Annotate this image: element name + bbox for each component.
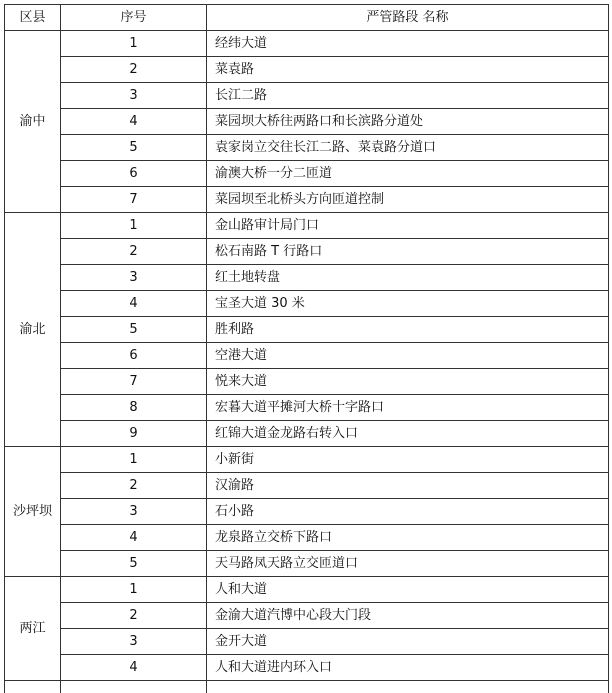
road-name-cell: 空港大道 [207, 343, 609, 369]
seq-cell: 4 [61, 655, 207, 681]
seq-cell: 8 [61, 395, 207, 421]
road-name-cell: 菜园坝大桥往两路口和长滨路分道处 [207, 109, 609, 135]
seq-cell: 4 [61, 109, 207, 135]
road-name-cell: 金渝大道汽博中心段大门段 [207, 603, 609, 629]
road-name-cell: 石小路 [207, 499, 609, 525]
seq-cell: 3 [61, 629, 207, 655]
road-name-cell: 小新街 [207, 447, 609, 473]
header-name: 严管路段 名称 [207, 5, 609, 31]
seq-cell: 1 [61, 447, 207, 473]
seq-cell: 3 [61, 83, 207, 109]
road-name-cell: 龙泉路立交桥下路口 [207, 525, 609, 551]
road-name-cell: 人和大道进内环入口 [207, 655, 609, 681]
table-row [5, 551, 609, 577]
empty-cell [61, 681, 207, 693]
road-name-cell: 经纬大道 [207, 31, 609, 57]
road-name-cell: 宝圣大道 30 米 [207, 291, 609, 317]
table-row [5, 421, 609, 447]
road-name-cell: 天马路凤天路立交匝道口 [207, 551, 609, 577]
road-name-cell: 红土地转盘 [207, 265, 609, 291]
table-row [5, 265, 609, 291]
seq-cell: 2 [61, 473, 207, 499]
table-row [5, 161, 609, 187]
table-row [5, 525, 609, 551]
district-cell: 沙坪坝 [5, 447, 61, 577]
table-row [5, 291, 609, 317]
table-row [5, 473, 609, 499]
seq-cell: 5 [61, 317, 207, 343]
table-row [5, 629, 609, 655]
table-row [5, 499, 609, 525]
table-row [5, 83, 609, 109]
district-cell: 渝中 [5, 31, 61, 213]
road-control-table [4, 4, 609, 693]
road-name-cell: 红锦大道金龙路右转入口 [207, 421, 609, 447]
table-row [5, 135, 609, 161]
road-name-cell: 长江二路 [207, 83, 609, 109]
seq-cell: 3 [61, 265, 207, 291]
road-name-cell: 汉渝路 [207, 473, 609, 499]
table-row [5, 369, 609, 395]
road-name-cell: 菜园坝至北桥头方向匝道控制 [207, 187, 609, 213]
table-row [5, 213, 609, 239]
seq-cell: 1 [61, 31, 207, 57]
seq-cell: 1 [61, 213, 207, 239]
road-name-cell: 人和大道 [207, 577, 609, 603]
seq-cell: 6 [61, 343, 207, 369]
seq-cell: 7 [61, 369, 207, 395]
empty-cell [207, 681, 609, 693]
empty-cell [5, 681, 61, 693]
seq-cell: 2 [61, 239, 207, 265]
seq-cell: 4 [61, 525, 207, 551]
district-cell: 渝北 [5, 213, 61, 447]
road-name-cell: 松石南路 T 行路口 [207, 239, 609, 265]
road-name-cell: 悦来大道 [207, 369, 609, 395]
header-seq: 序号 [61, 5, 207, 31]
road-name-cell: 渝澳大桥一分二匝道 [207, 161, 609, 187]
seq-cell: 6 [61, 161, 207, 187]
seq-cell: 5 [61, 551, 207, 577]
table-row [5, 603, 609, 629]
table-body [5, 31, 609, 693]
table-row [5, 187, 609, 213]
table-row [5, 109, 609, 135]
seq-cell: 9 [61, 421, 207, 447]
seq-cell: 2 [61, 603, 207, 629]
seq-cell: 1 [61, 577, 207, 603]
table-row [5, 239, 609, 265]
table-row [5, 395, 609, 421]
seq-cell: 5 [61, 135, 207, 161]
table-row [5, 31, 609, 57]
road-name-cell: 宏暮大道平摊河大桥十字路口 [207, 395, 609, 421]
table-row [5, 317, 609, 343]
header-row [5, 5, 609, 31]
road-name-cell: 袁家岗立交往长江二路、菜袁路分道口 [207, 135, 609, 161]
road-name-cell: 菜袁路 [207, 57, 609, 83]
seq-cell: 3 [61, 499, 207, 525]
seq-cell: 2 [61, 57, 207, 83]
table-row [5, 447, 609, 473]
table-row [5, 343, 609, 369]
seq-cell: 4 [61, 291, 207, 317]
road-name-cell: 金开大道 [207, 629, 609, 655]
table-row [5, 577, 609, 603]
table-row [5, 57, 609, 83]
district-cell: 两江 [5, 577, 61, 681]
table-row-cut [5, 681, 609, 693]
seq-cell: 7 [61, 187, 207, 213]
road-name-cell: 胜利路 [207, 317, 609, 343]
header-district: 区县 [5, 5, 61, 31]
road-name-cell: 金山路审计局门口 [207, 213, 609, 239]
